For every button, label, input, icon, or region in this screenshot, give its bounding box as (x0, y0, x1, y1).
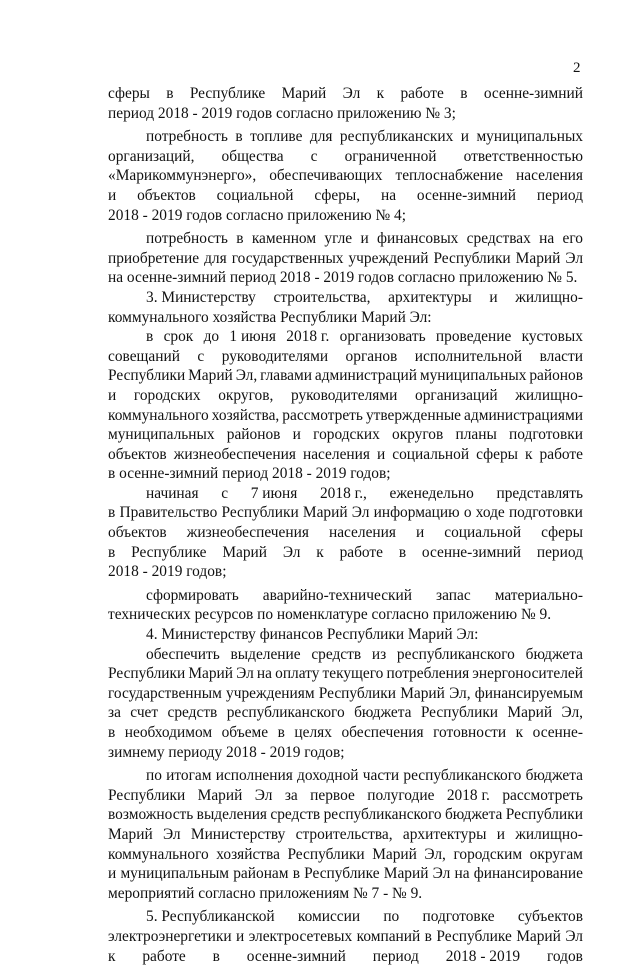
text-line (108, 147, 583, 167)
word: Эл (236, 665, 254, 683)
word: планы (455, 426, 497, 444)
text-line: 2018 - 2019 годов; (108, 563, 227, 581)
text-line (108, 425, 583, 445)
word: с (197, 347, 205, 365)
word: общества (221, 147, 284, 165)
word: Эл (162, 825, 181, 843)
word: средств (167, 704, 218, 722)
word: потребления (386, 665, 470, 683)
word: оплату (275, 665, 320, 683)
word: комиссии (297, 908, 361, 926)
word: населения (328, 524, 396, 542)
word: за (284, 786, 298, 804)
word: жилищно- (515, 386, 583, 404)
word: проведение (435, 328, 512, 346)
word: архитектуры (402, 825, 487, 843)
word: государственных (231, 249, 344, 267)
word: в (108, 543, 116, 561)
word: энергоносителей (472, 665, 583, 683)
word: 2018 г. (286, 328, 330, 346)
text-line (108, 786, 583, 806)
text-line: коммунального хозяйства Республики Марий Эл: (108, 308, 432, 326)
text-line (108, 723, 583, 743)
word: за (108, 704, 121, 722)
text-line (108, 186, 583, 206)
word: средств (270, 806, 321, 824)
text-line (108, 503, 583, 523)
word: городским (453, 845, 523, 863)
text-line (108, 166, 583, 186)
word: в (212, 947, 220, 965)
word: в (166, 85, 174, 102)
word: Эл, (449, 684, 471, 702)
word: и (376, 445, 386, 463)
word: в (108, 504, 116, 522)
text-line (108, 366, 583, 386)
word: бюджета (354, 704, 412, 722)
word: Эл (282, 543, 301, 561)
word: в (424, 927, 432, 945)
word: учреждений (348, 249, 429, 267)
word: Марий (281, 85, 327, 102)
word: сформировать (146, 586, 239, 604)
word: Марий (507, 704, 553, 722)
document-body (108, 84, 583, 966)
word: муниципальных (476, 128, 583, 146)
paragraph-first-line (108, 766, 583, 786)
word: учреждениям (226, 684, 315, 702)
word: в (235, 128, 243, 146)
word: городских (313, 426, 380, 444)
word: материально- (494, 586, 583, 604)
word: по (146, 767, 162, 785)
text-line (108, 825, 583, 845)
word: работе (339, 543, 383, 561)
word: работе (142, 947, 186, 965)
word: социальной (392, 445, 470, 463)
word: каменном (251, 230, 317, 248)
word: коммунального (108, 406, 209, 424)
text-line (108, 543, 583, 563)
text-line: зимнему периоду 2018 - 2019 годов; (108, 743, 345, 761)
word: 2018 г., (319, 484, 367, 502)
word: работе (400, 85, 444, 102)
word: в (277, 724, 285, 741)
word: период (372, 947, 419, 965)
word: Эл, (424, 845, 446, 863)
word: республиканского (323, 806, 442, 824)
word: в (460, 85, 468, 102)
word: потребность (146, 128, 228, 146)
word: Республики (420, 704, 499, 722)
word: Республики (108, 367, 186, 385)
word: сферы (476, 445, 518, 463)
word: Марий (197, 786, 243, 804)
word: Республике (304, 865, 380, 883)
word: Республики (505, 806, 583, 824)
word: к (525, 445, 533, 463)
word: средств (311, 645, 362, 663)
word: для (309, 128, 333, 146)
word: социальной (216, 186, 294, 204)
word: Эл (254, 786, 273, 804)
word: целях (294, 724, 332, 741)
word: и (108, 386, 117, 404)
word: к (376, 85, 385, 102)
word: для (204, 249, 227, 267)
word: запас (436, 586, 471, 604)
word: жилищно- (515, 288, 583, 306)
text-line (108, 805, 583, 825)
text-line (108, 523, 583, 543)
word: с (221, 484, 229, 502)
word: подготовке (422, 908, 495, 926)
word: объектов (108, 524, 167, 542)
word: финансирование (473, 865, 583, 883)
word: хозяйства (216, 845, 280, 863)
text-line (108, 864, 583, 884)
word: объектов (108, 445, 167, 463)
word: государственным (108, 684, 222, 702)
word: муниципальных (419, 367, 527, 385)
word: до (203, 328, 220, 346)
word: обеспечения (341, 724, 424, 741)
word: Эл (342, 85, 361, 102)
word: осенне- (532, 724, 583, 741)
word: и (236, 927, 245, 945)
word: к (316, 543, 324, 561)
word: и (108, 865, 117, 883)
word: приобретение (108, 249, 200, 267)
word: представлять (496, 484, 583, 502)
paragraph-first-line (108, 907, 583, 927)
word: субъектов (517, 908, 583, 926)
word: строительства, (273, 288, 371, 306)
word: «Марикоммунэнерго», (108, 167, 257, 185)
word: жилищно- (515, 825, 583, 843)
word: рассмотреть (502, 786, 583, 804)
word: по (383, 908, 400, 926)
word: осенне-зимний (416, 186, 517, 204)
word: объеме (221, 724, 269, 741)
word: и (496, 825, 505, 843)
word: строительства, (295, 825, 393, 843)
word: с (310, 147, 318, 165)
word: Эл (351, 504, 370, 522)
word: осенне-зимний (246, 947, 346, 965)
word: Эл (432, 865, 451, 883)
word: необходимом (124, 724, 213, 741)
word: ограниченной (344, 147, 437, 165)
word: 2018 - 2019 (445, 947, 521, 965)
word: в (236, 230, 244, 248)
word: Марий (400, 684, 445, 702)
word: бюджета (525, 767, 583, 785)
text-line (108, 703, 583, 723)
paragraph-first-line (108, 484, 583, 504)
word: Республики (108, 786, 186, 804)
word: 1 июня (229, 328, 276, 346)
word: населения (516, 167, 583, 185)
word: Марий (372, 845, 417, 863)
word: районов (226, 426, 281, 444)
word: Эл (565, 249, 583, 267)
word: финансовых (377, 230, 459, 248)
word: Эл, (235, 367, 258, 385)
word: на (539, 230, 555, 248)
word: населения (302, 445, 370, 463)
word: в (146, 328, 154, 346)
text-line (108, 249, 583, 269)
word: хозяйства, (211, 406, 280, 424)
word: электроэнергетики (108, 927, 232, 945)
word: финансируемым (474, 684, 583, 702)
word: осенне-зимний (483, 85, 583, 102)
word: итогам (166, 767, 212, 785)
word: администрациями (464, 406, 583, 424)
word: Республике (131, 543, 207, 561)
paragraph-first-line (108, 586, 583, 606)
word: в (108, 724, 116, 741)
word: части (362, 767, 400, 785)
word: бюджета (525, 645, 583, 663)
word: власти (539, 347, 583, 365)
word: рассмотреть (282, 406, 363, 424)
word: на (454, 865, 470, 883)
word: счет (130, 704, 159, 722)
word: на (256, 665, 272, 683)
word: годов (546, 947, 583, 965)
word: Марий (302, 504, 348, 522)
word: сферы (108, 85, 150, 102)
word: социальной (444, 524, 522, 542)
word: ответственностью (463, 147, 583, 165)
word: теплоснабжение (395, 167, 503, 185)
word: 5. Республиканской (146, 908, 275, 926)
word: округам (529, 845, 583, 863)
word: начиная (146, 484, 199, 502)
word: объектов (137, 186, 196, 204)
word: Республики (433, 249, 511, 267)
word: сферы, (314, 186, 361, 204)
word: организаций, (108, 147, 195, 165)
word: обеспечить (146, 645, 220, 663)
word: городских (133, 386, 201, 404)
word: средствах (466, 230, 531, 248)
word: 7 июня (250, 484, 298, 502)
word: и (460, 128, 469, 146)
word: 2018 г. (446, 786, 490, 804)
word: и (360, 230, 369, 248)
word: период (536, 543, 583, 561)
word: Республике (436, 927, 512, 945)
word: Республики (108, 665, 186, 683)
word: администраций (314, 367, 417, 385)
word: Марий (188, 665, 234, 683)
word: совещаний (108, 347, 180, 365)
word: аварийно-технический (262, 586, 413, 604)
word: республиканских (339, 128, 454, 146)
text-line (108, 386, 583, 406)
text-line (108, 684, 583, 704)
word: архитектуры (388, 288, 472, 306)
paragraph-first-line: 4. Министерству финансов Республики Марий Эл: (146, 626, 479, 644)
word: на (380, 186, 397, 204)
word: муниципальных (108, 426, 215, 444)
word: в (398, 543, 407, 561)
word: из (371, 645, 387, 663)
word: информацию (373, 504, 460, 522)
text-line (108, 947, 583, 966)
word: Эл, (561, 704, 583, 722)
word: его (562, 230, 583, 248)
word: потребность (146, 230, 228, 248)
word: руководителями (221, 347, 329, 365)
word: период (536, 186, 583, 204)
word: Министерству (190, 825, 286, 843)
word: Марий (515, 249, 561, 267)
text-line (108, 927, 583, 947)
text-line: на осенне-зимний период 2018 - 2019 годов согласно приложению № 5. (108, 269, 578, 287)
word: Республики (221, 504, 299, 522)
word: выделение (230, 645, 301, 663)
word: электросетевых (248, 927, 353, 945)
word: компаний (356, 927, 421, 945)
word: осенне-зимний (421, 543, 522, 561)
word: главами (260, 367, 312, 385)
word: подготовки (508, 504, 583, 522)
text-line (108, 347, 583, 367)
word: Правительство (119, 504, 218, 522)
word: Марий (383, 865, 429, 883)
text-line: период 2018 - 2019 годов согласно приложению № 3; (108, 104, 456, 122)
word: утвержденные (365, 406, 462, 424)
word: районов (529, 367, 583, 385)
text-line (108, 445, 583, 465)
word: и (108, 186, 117, 204)
word: Марий (108, 825, 153, 843)
word: Республике (189, 85, 266, 102)
word: работе (539, 445, 583, 463)
word: Эл (565, 927, 583, 945)
word: исполнения (215, 767, 293, 785)
word: к (108, 947, 116, 965)
word: срок (163, 328, 194, 346)
word: районам (233, 865, 289, 883)
paragraph-first-line (108, 127, 583, 147)
word: обеспечивающих (269, 167, 383, 185)
word: организовать (339, 328, 426, 346)
word: Марий (188, 367, 233, 385)
word: органов (345, 347, 398, 365)
text-line (108, 84, 583, 104)
word: полугодие (367, 786, 435, 804)
word: еженедельно (389, 484, 474, 502)
word: и (292, 426, 301, 444)
word: 3. Министерству (146, 288, 256, 306)
word: подготовки (509, 426, 583, 444)
word: Марий (516, 927, 561, 945)
paragraph-first-line (108, 229, 583, 249)
word: к (515, 724, 524, 741)
word: жизнеобеспечения (186, 524, 309, 542)
word: республиканского (403, 767, 522, 785)
word: сферы (541, 524, 583, 542)
paragraph-first-line (108, 327, 583, 347)
word: округов, (218, 386, 274, 404)
word: Республики (287, 845, 365, 863)
word: готовности (433, 724, 507, 741)
page-number: 2 (573, 60, 581, 76)
text-line (108, 845, 583, 865)
word: коммунального (108, 845, 209, 863)
word: бюджета (444, 806, 503, 824)
word: топливе (250, 128, 303, 146)
word: руководителями (290, 386, 398, 404)
word: в (292, 865, 300, 883)
word: угле (324, 230, 353, 248)
word: возможность (108, 806, 194, 824)
text-line: мероприятий согласно приложениям № 7 - № 9. (108, 884, 423, 902)
word: организаций (415, 386, 498, 404)
word: и (489, 288, 498, 306)
word: муниципальным (120, 865, 230, 883)
word: текущего (322, 665, 384, 683)
word: доходной (297, 767, 359, 785)
text-line: в осенне-зимний период 2018 - 2019 годов; (108, 465, 391, 483)
text-line (108, 664, 583, 684)
word: о (463, 504, 472, 522)
word: и (415, 524, 425, 542)
paragraph-first-line (108, 288, 583, 308)
word: исполнительной (414, 347, 523, 365)
text-line: 2018 - 2019 годов согласно приложению № 4; (108, 206, 406, 224)
word: республиканского (396, 645, 515, 663)
text-line (108, 406, 583, 426)
word: республиканского (226, 704, 345, 722)
text-line: технических ресурсов по номенклатуре согласно приложению № 9. (108, 606, 552, 624)
word: Марий (222, 543, 268, 561)
word: выделения (196, 806, 268, 824)
word: округов (392, 426, 444, 444)
paragraph-first-line (108, 645, 583, 665)
word: ходе (475, 504, 505, 522)
word: Республики (318, 684, 396, 702)
word: жизнеобеспечения (173, 445, 296, 463)
word: первое (310, 786, 355, 804)
word: кустовых (521, 328, 583, 346)
